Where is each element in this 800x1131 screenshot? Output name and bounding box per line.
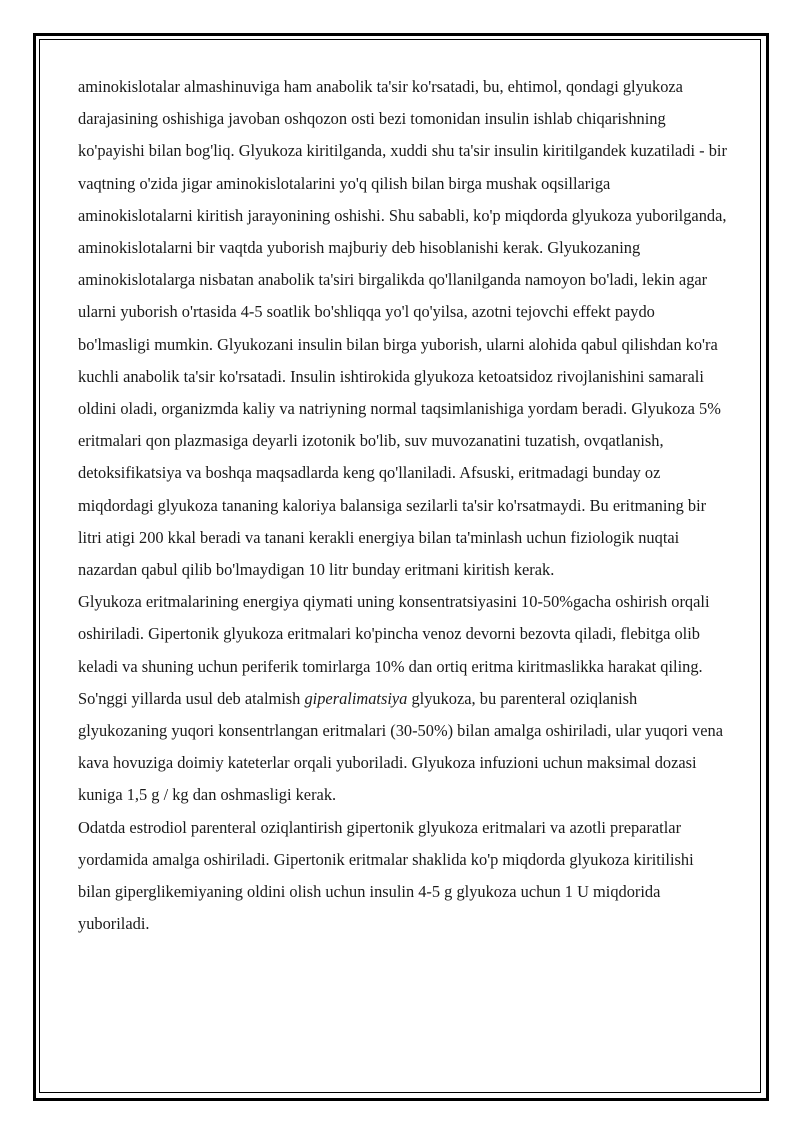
paragraph-3 (78, 683, 728, 812)
paragraph-4: Odatda estrodiol parenteral oziqlantirish gipertonik glyukoza eritmalari va azotli preparatlar yordamida amalga oshiriladi. Gipertonik eritmalar shaklida ko'p miqdorda glyukoza kiritilishi bilan giperglikemiyaning oldini olish uchun insulin 4-5 g glyukoza uchun 1 U miqdorida yuboriladi. (78, 817, 694, 934)
document-body (78, 71, 728, 940)
paragraph-3-rest: glyukoza, bu parenteral oziqlanish glyukozaning yuqori konsentrlangan eritmalari (30-50%) bilan amalga oshiriladi, ular yuqori vena kava hovuziga doimiy kateterlar orqali yuboriladi. Glyukoza infuzioni uchun maksimal dozasi kuniga 1,5 g / kg dan oshmasligi kerak. (78, 688, 723, 805)
paragraph-2: Glyukoza eritmalarining energiya qiymati uning konsentratsiyasini 10-50%gacha oshirish orqali oshiriladi. Gipertonik glyukoza eritmalari ko'pincha venoz devorni bezovta qiladi, flebitga olib keladi va shuning uchun periferik tomirlarga 10% dan ortiq eritma kiritmaslikka harakat qiling. (78, 592, 710, 676)
italic-term: giperalimatsiya (304, 688, 408, 708)
paragraph-3-lead: So'nggi yillarda usul deb atalmish (78, 688, 305, 708)
paragraph-1: aminokislotalar almashinuviga ham anabolik ta'sir ko'rsatadi, bu, ehtimol, qondagi glyukoza darajasining oshishiga javoban oshqozon osti bezi tomonidan insulin ishlab chiqarishning ko'payishi bilan bog'liq. Glyukoza kiritilganda, xuddi shu ta'sir insulin kiritilgandek kuzatiladi - bir vaqtning o'zida jigar aminokislotalarini yo'q qilish bilan birga mushak oqsillariga aminokislotalarni kiritish jarayonining oshishi. Shu sababli, ko'p miqdorda glyukoza yuborilganda, aminokislotalarni bir vaqtda yuborish majburiy deb hisoblanishi kerak. Glyukozaning aminokislotalarga nisbatan anabolik ta'siri birgalikda qo'llanilganda namoyon bo'ladi, lekin agar ularni yuborish o'rtasida 4-5 soatlik bo'shliqqa yo'l qo'yilsa, azotni tejovchi effekt paydo bo'lmasligi mumkin. Glyukozani insulin bilan birga yuborish, ularni alohida qabul qilishdan ko'ra kuchli anabolik ta'sir ko'rsatadi. Insulin ishtirokida glyukoza ketoatsidoz rivojlanishini samarali oldini oladi, organizmda kaliy va natriyning normal taqsimlanishiga yordam beradi. Glyukoza 5% eritmalari qon plazmasiga deyarli izotonik bo'lib, suv muvozanatini tuzatish, ovqatlanish, detoksifikatsiya va boshqa maqsadlarda keng qo'llaniladi. Afsuski, eritmadagi bunday oz miqdordagi glyukoza tananing kaloriya balansiga sezilarli ta'sir ko'rsatmaydi. Bu eritmaning bir litri atigi 200 kkal beradi va tanani kerakli energiya bilan ta'minlash uchun fiziologik nuqtai nazardan qabul qilib bo'lmaydigan 10 litr bunday eritmani kiritish kerak. (78, 77, 727, 580)
